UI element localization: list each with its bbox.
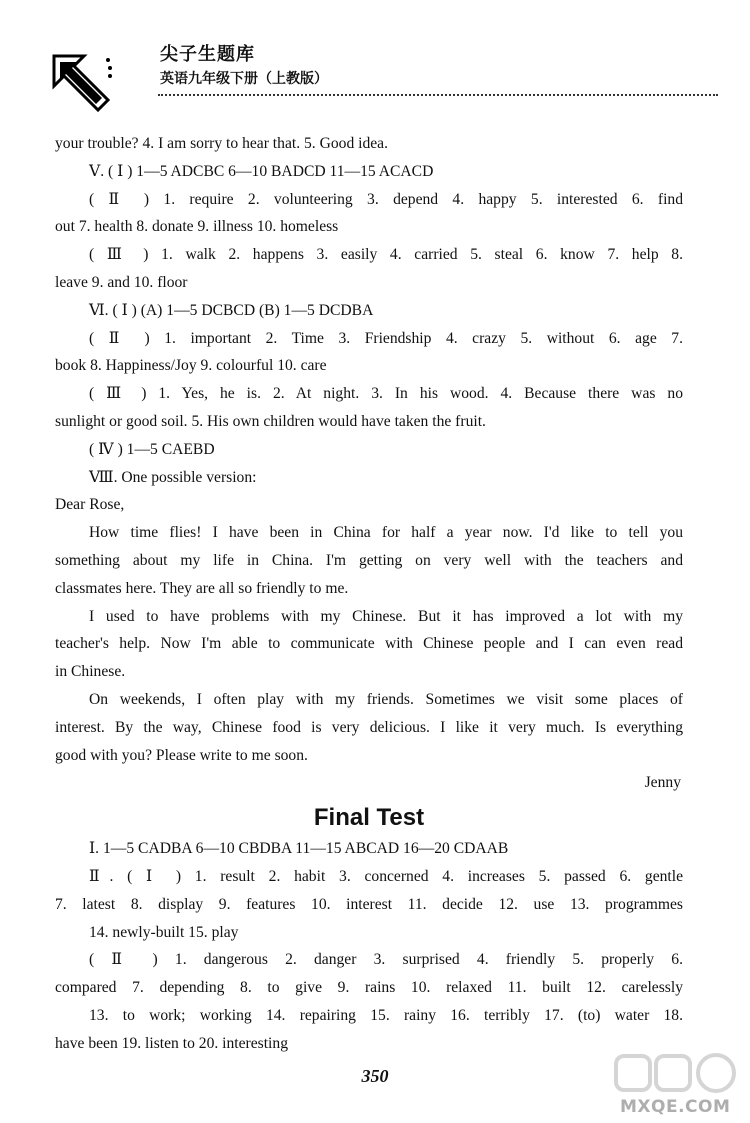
page-number: 350 [361,1066,389,1086]
header-divider [158,94,718,96]
text-line: out 7. health 8. donate 9. illness 10. homeless [55,218,339,236]
text-line: have been 19. listen to 20. interesting [55,1034,288,1052]
text-line: something about my life in China. I'm getting on very well with the teachers and [55,551,683,569]
text-line: Ⅰ. 1—5 CADBA 6—10 CBDBA 11—15 ABCAD 16—20 CDAAB [89,840,509,858]
text-line: Ⅷ. One possible version: [89,468,257,486]
text-line: Jenny [644,774,681,792]
text-line: ( Ⅱ ) 1. important 2. Time 3. Friendship 4. crazy 5. without 6. age 7. [89,329,683,347]
text-line: Ⅴ. ( Ⅰ ) 1—5 ADCBC 6—10 BADCD 11—15 ACACD [89,162,434,180]
text-line: good with you? Please write to me soon. [55,746,308,764]
text-line: 13. to work; working 14. repairing 15. rainy 16. terribly 17. (to) water 18. [89,1006,683,1024]
text-line: On weekends, I often play with my friends. Sometimes we visit some places of [89,690,683,708]
text-line: 14. newly-built 15. play [89,923,239,941]
text-line: How time flies! I have been in China for half a year now. I'd like to tell you [89,524,683,542]
final-test-lines [55,835,683,1057]
text-line: teacher's help. Now I'm able to communicate with Chinese people and I can even read [55,635,683,653]
text-line: leave 9. and 10. floor [55,273,188,291]
text-line: Ⅱ. ( Ⅰ ) 1. result 2. habit 3. concerned 4. increases 5. passed 6. gentle [89,867,683,885]
text-line: interest. By the way, Chinese food is very delicious. I like it very much. Is everything [55,718,683,736]
answer-lines [55,130,683,797]
text-line: your trouble? 4. I am sorry to hear that. 5. Good idea. [55,135,389,152]
text-line: 7. latest 8. display 9. features 10. interest 11. decide 12. use 13. programmes [55,895,683,913]
book-title: 尖子生题库 [160,44,255,65]
text-line: Dear Rose, [55,496,125,514]
watermark-text: MXQE.COM [620,1097,731,1117]
arrow-logo-icon [50,52,114,116]
text-line: ( Ⅲ ) 1. walk 2. happens 3. easily 4. carried 5. steal 6. know 7. help 8. [89,246,683,264]
text-line: sunlight or good soil. 5. His own children would have taken the fruit. [55,412,486,430]
text-line: Ⅵ. ( Ⅰ ) (A) 1—5 DCBCD (B) 1—5 DCDBA [89,301,374,319]
text-line: ( Ⅲ ) 1. Yes, he is. 2. At night. 3. In his wood. 4. Because there was no [89,385,683,403]
text-line: ( Ⅱ ) 1. dangerous 2. danger 3. surprised 4. friendly 5. properly 6. [89,951,683,969]
text-line: ( Ⅱ ) 1. require 2. volunteering 3. depend 4. happy 5. interested 6. find [89,190,683,208]
final-test-title: Final Test [313,804,425,832]
book-subtitle: 英语九年级下册（上教版） [160,71,328,87]
text-line: I used to have problems with my Chinese. But it has improved a lot with my [89,607,683,625]
text-line: in Chinese. [55,663,126,681]
text-line: compared 7. depending 8. to give 9. rains 10. relaxed 11. built 12. carelessly [55,979,683,997]
answer-content [55,130,683,1058]
text-line: ( Ⅳ ) 1—5 CAEBD [89,440,215,458]
text-line: book 8. Happiness/Joy 9. colourful 10. care [55,357,327,375]
page-header [40,30,690,120]
text-line: classmates here. They are all so friendly to me. [55,579,349,597]
